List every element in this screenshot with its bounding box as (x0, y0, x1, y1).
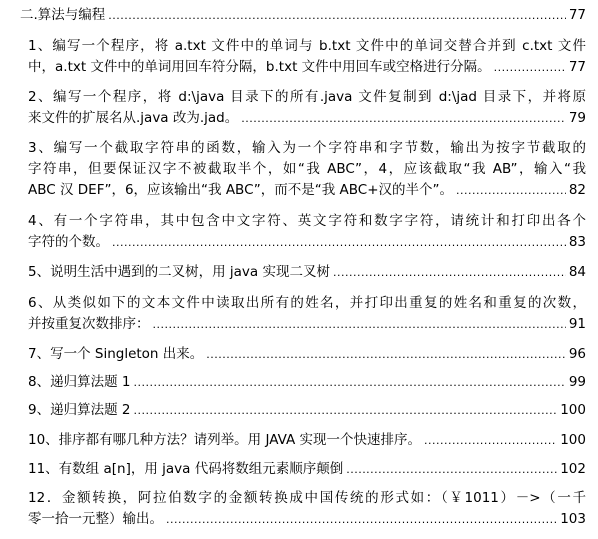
dot-leader (153, 314, 566, 335)
dot-leader (241, 108, 566, 129)
dot-leader (456, 180, 566, 201)
toc-entry-2[interactable] (28, 87, 586, 129)
toc-line (20, 5, 586, 26)
toc-page-number: 102 (560, 461, 586, 477)
toc-entry-text: 8、递归算法题 1 (28, 374, 131, 390)
toc-page-number: 99 (568, 374, 586, 390)
toc-page-number: 103 (560, 511, 586, 527)
toc-entry-10[interactable] (28, 430, 586, 451)
dot-leader (333, 262, 566, 283)
toc-line: 6、从类似如下的文本文件中读取出所有的姓名，并打印出重复的姓名和重复的次数， (28, 295, 586, 311)
toc-line (28, 372, 586, 393)
toc-line: 2、编写一个程序，将 d:\java 目录下的所有.java 文件复制到 d:\jad 目录下，并将原 (28, 89, 586, 105)
toc-entry-8[interactable] (28, 372, 586, 393)
toc-entry-text: 9、递归算法题 2 (28, 402, 131, 418)
toc-line (28, 430, 586, 451)
toc-entry-text: 零一拾一元整）输出。 (28, 511, 163, 527)
toc-line: 字符串，但要保证汉字不被截取半个，如“我 ABC”，4，应该截取“我 AB”，输入“我 (28, 161, 586, 177)
toc-line (28, 509, 586, 530)
toc-entry-6[interactable] (28, 293, 586, 335)
toc-line (28, 400, 586, 421)
toc-entry-3[interactable] (28, 138, 586, 201)
toc-entry-4[interactable] (28, 211, 586, 253)
toc-entry-text: 并按重复次数排序： (28, 316, 150, 332)
dot-leader (166, 509, 557, 530)
toc-line: 4、有一个字符串，其中包含中文字符、英文字符和数字字符，请统计和打印出各个 (28, 213, 586, 229)
toc-entry-9[interactable] (28, 400, 586, 421)
toc-page-number: 79 (568, 110, 586, 126)
toc-entry-12[interactable] (28, 488, 586, 530)
dot-leader (112, 232, 566, 253)
dot-leader (494, 57, 566, 78)
toc-entry-1[interactable] (28, 36, 586, 78)
toc-entry-text: 10、排序都有哪几种方法？请列举。用 JAVA 实现一个快速排序。 (28, 432, 421, 448)
toc-page-number: 77 (568, 59, 586, 75)
toc-entry-7[interactable] (28, 344, 586, 365)
dot-leader (133, 400, 557, 421)
dot-leader (346, 459, 557, 480)
toc-entry-text: ABC 汉 DEF”，6，应该输出“我 ABC”，而不是“我 ABC+汉的半个”。 (28, 182, 454, 198)
toc-line (28, 314, 586, 335)
toc-entry-text: 来文件的扩展名从.java 改为.jad。 (28, 110, 239, 126)
toc-section-title: 二.算法与编程 (20, 7, 106, 23)
toc-line: 3、编写一个截取字符串的函数，输入为一个字符串和字节数，输出为按字节截取的 (28, 140, 586, 156)
toc-line: 1、编写一个程序，将 a.txt 文件中的单词与 b.txt 文件中的单词交替合并到 c.txt 文件 (28, 38, 586, 54)
toc-entry-text: 字符的个数。 (28, 234, 109, 250)
toc-page-number: 77 (568, 7, 586, 23)
toc-section-heading[interactable] (20, 5, 586, 26)
toc-line (28, 108, 586, 129)
toc-entry-11[interactable] (28, 459, 586, 480)
toc-line: 12．金额转换，阿拉伯数字的金额转换成中国传统的形式如：（￥1011）－>（一千 (28, 490, 586, 506)
toc-line (28, 57, 586, 78)
toc-line (28, 344, 586, 365)
toc-entry-text: 5、说明生活中遇到的二叉树，用 java 实现二叉树 (28, 264, 330, 280)
toc-line (28, 262, 586, 283)
toc-line (28, 459, 586, 480)
toc-entry-text: 11、有数组 a[n]，用 java 代码将数组元素顺序颠倒 (28, 461, 344, 477)
dot-leader (108, 5, 566, 26)
toc-page-number: 83 (568, 234, 586, 250)
toc-page-number: 96 (568, 346, 586, 362)
toc-page-number: 100 (560, 432, 586, 448)
dot-leader (133, 372, 565, 393)
toc-line (28, 232, 586, 253)
toc-line (28, 180, 586, 201)
toc-entry-5[interactable] (28, 262, 586, 283)
dot-leader (424, 430, 557, 451)
toc-page-number: 100 (560, 402, 586, 418)
toc-entry-text: 7、写一个 Singleton 出来。 (28, 346, 204, 362)
toc-entry-text: 中，a.txt 文件中的单词用回车符分隔，b.txt 文件中用回车或空格进行分隔。 (28, 59, 491, 75)
dot-leader (206, 344, 566, 365)
toc-page-number: 91 (568, 316, 586, 332)
toc-page-number: 84 (568, 264, 586, 280)
toc-page-number: 82 (568, 182, 586, 198)
